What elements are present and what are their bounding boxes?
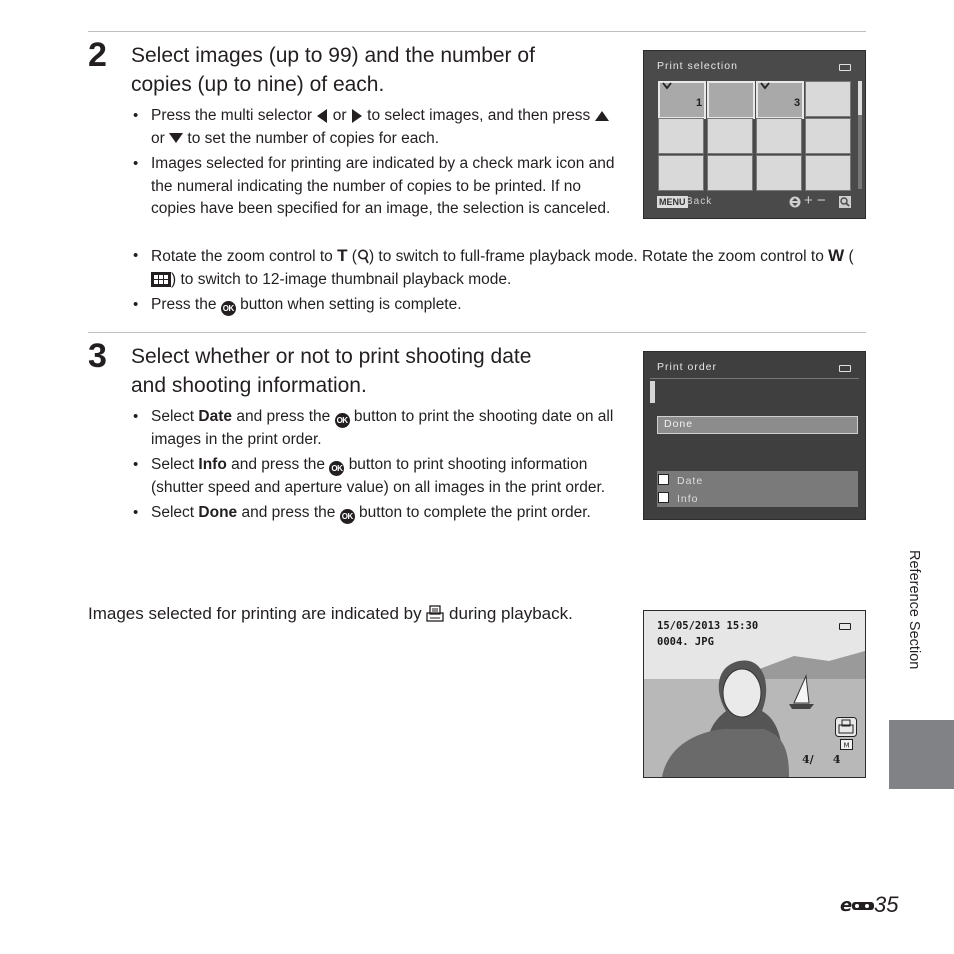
screen-divider	[650, 378, 859, 379]
menu-button-icon: MENU	[659, 197, 686, 207]
check-mark-icon	[662, 82, 672, 90]
step-2-bullet-4: • Press the OK button when setting is complete.	[151, 294, 861, 317]
zoom-tele-label: T	[337, 246, 348, 265]
thumbnail[interactable]	[805, 118, 851, 154]
screen-title: Print selection	[657, 60, 738, 72]
thumbnail[interactable]	[756, 155, 802, 191]
date-checkbox[interactable]	[658, 474, 669, 485]
step-3-bullets	[151, 406, 616, 528]
multi-selector-icon	[789, 196, 801, 208]
thumbnail[interactable]	[707, 118, 753, 154]
magnifier-icon	[357, 249, 369, 264]
up-arrow-icon	[595, 110, 609, 122]
battery-icon	[839, 623, 851, 630]
thumbnail[interactable]	[658, 155, 704, 191]
step-3-number: 3	[88, 337, 107, 375]
footer-note: Images selected for printing are indicated by during playback.	[88, 604, 573, 623]
step-3-title-line2: and shooting information.	[131, 374, 367, 397]
thumbnail[interactable]	[658, 118, 704, 154]
playback-screen	[643, 610, 866, 778]
step-2-bullet-3: • Rotate the zoom control to T ( ) to switch to full-frame playback mode. Rotate the zoom control to W () to switch to 12-image thumbnail playback mode.	[151, 245, 861, 291]
step-2-bullet-1: • Press the multi selector or to select images, and then press or to set the number of copies for each.	[151, 105, 621, 150]
top-rule	[88, 31, 866, 32]
zoom-icon	[839, 196, 851, 208]
step-2-title	[131, 41, 631, 99]
section-tab	[889, 720, 954, 789]
step-2-title-line1: Select images (up to 99) and the number of	[131, 44, 535, 67]
thumbnail[interactable]	[805, 155, 851, 191]
battery-icon	[839, 365, 851, 372]
ok-button-icon: OK	[335, 413, 350, 428]
back-label: Back	[686, 196, 713, 207]
thumbnail[interactable]	[707, 155, 753, 191]
print-order-screen	[643, 351, 866, 520]
filename-label: 0004. JPG	[657, 636, 714, 648]
thumbnail[interactable]	[707, 81, 755, 119]
copy-count: 3	[794, 97, 801, 109]
page-number: e 35	[840, 892, 899, 917]
thumbnail[interactable]	[756, 118, 802, 154]
step-3-title	[131, 342, 631, 400]
step-2-bullets-bottom	[151, 245, 861, 320]
down-arrow-icon	[169, 132, 183, 144]
step-2-bullet-2: • Images selected for printing are indicated by a check mark icon and the numeral indicating the number of copies to be printed. If no copies have been specified for an image, the selection is canceled.	[151, 153, 621, 221]
scroll-indicator	[650, 381, 655, 403]
thumbnail[interactable]	[805, 81, 851, 117]
scrollbar[interactable]	[858, 81, 862, 189]
step-2-bullets-top	[151, 105, 621, 224]
thumbnail-grid-icon	[151, 272, 171, 287]
step-3-bullet-3: • Select Done and press the OK button to complete the print order.	[151, 502, 616, 525]
step-3-rule	[88, 332, 866, 333]
step-3-bullet-2: • Select Info and press the OK button to print shooting information (shutter speed and aperture value) on all images in the print order.	[151, 454, 616, 499]
print-order-icon	[426, 605, 444, 624]
info-checkbox[interactable]	[658, 492, 669, 503]
copy-controls: + −	[804, 192, 826, 209]
right-arrow-icon	[351, 109, 363, 123]
ok-button-icon: OK	[221, 301, 236, 316]
image-mode-icon	[840, 739, 853, 750]
zoom-wide-label: W	[828, 246, 845, 265]
info-checkbox-row[interactable]: Info	[658, 492, 858, 508]
left-arrow-icon	[316, 109, 328, 123]
done-option[interactable]: Done	[657, 416, 858, 434]
print-order-icon	[835, 717, 857, 737]
step-3-bullet-1: • Select Date and press the OK button to print the shooting date on all images in the print order.	[151, 406, 616, 451]
print-selection-screen	[643, 50, 866, 219]
ok-button-icon: OK	[329, 461, 344, 476]
datetime-label: 15/05/2013 15:30	[657, 620, 759, 632]
battery-icon	[839, 64, 851, 71]
section-side-label: Reference Section	[906, 550, 922, 670]
frame-counter: 4/ 4	[802, 753, 841, 766]
ok-button-icon: OK	[340, 509, 355, 524]
e-reference-icon	[840, 896, 874, 914]
step-2-title-line2: copies (up to nine) of each.	[131, 73, 385, 96]
date-checkbox-row[interactable]: Date	[658, 474, 858, 490]
step-3-title-line1: Select whether or not to print shooting date	[131, 345, 532, 368]
step-2-number: 2	[88, 36, 107, 74]
copy-count: 1	[696, 97, 703, 109]
screen-title: Print order	[657, 361, 718, 373]
svg-text:e: e	[840, 896, 853, 914]
check-mark-icon	[760, 82, 770, 90]
svg-text:M: M	[843, 741, 850, 750]
